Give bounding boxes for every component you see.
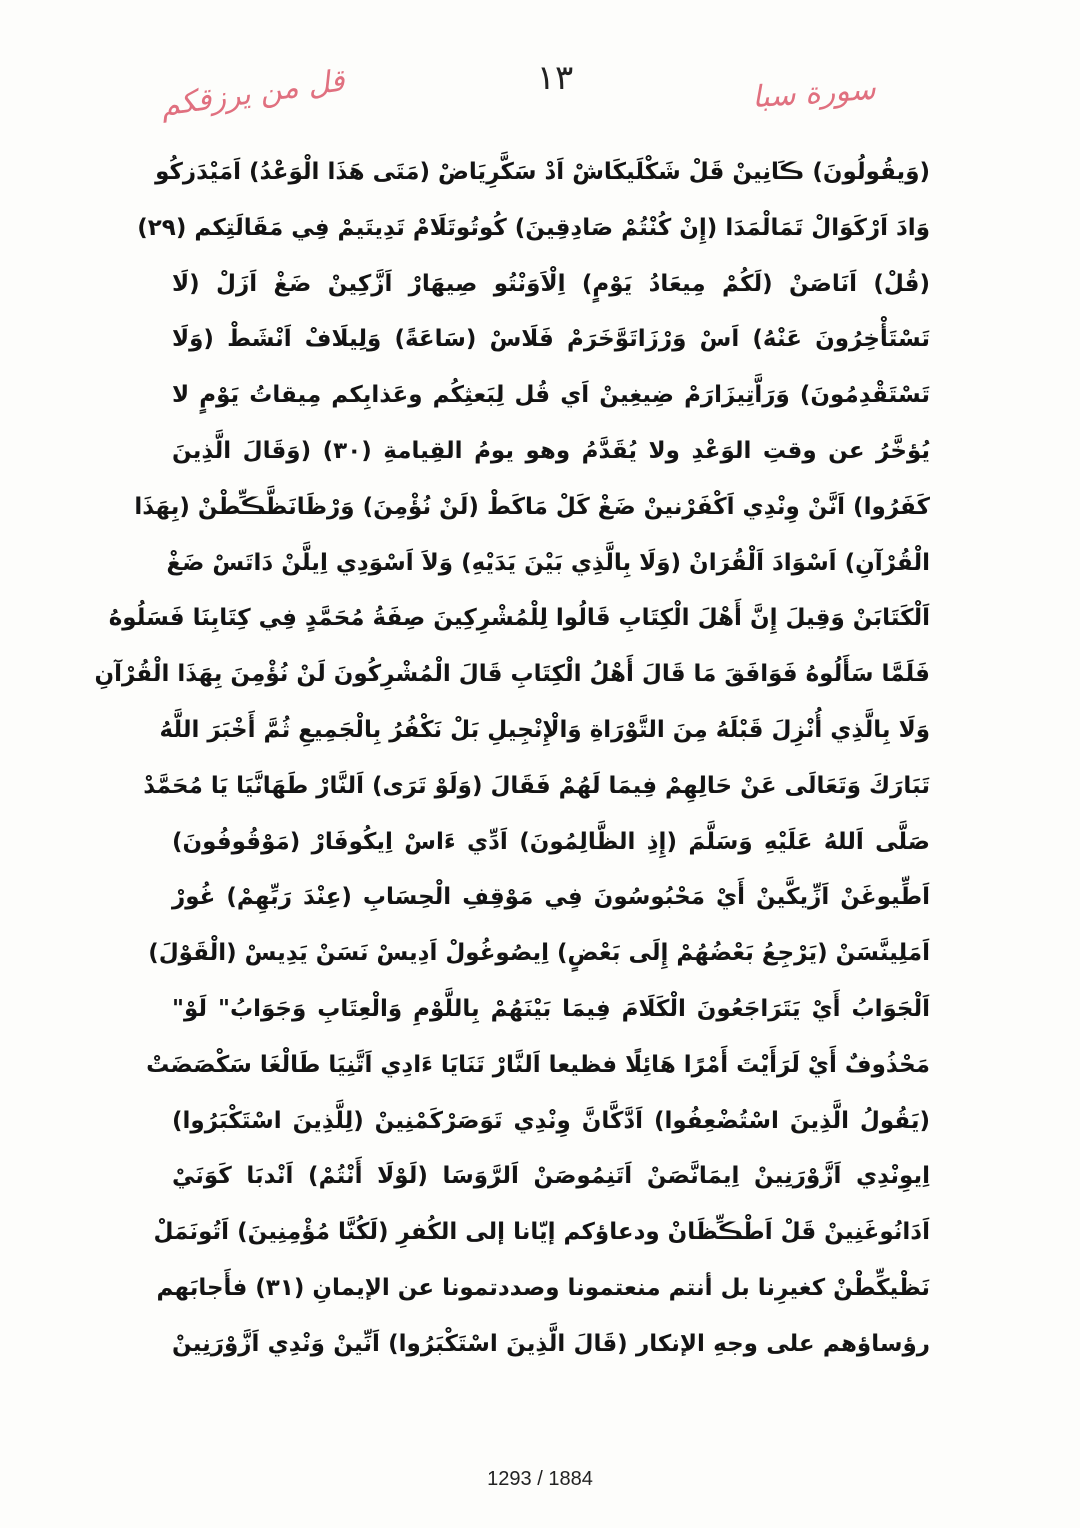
text-line: نَظْيكِّطْنْ كغيرِنا بل أنتم منعتمونا وصددتمونا عن الإيمانِ (٣١) فأَجابَهم bbox=[156, 1274, 930, 1301]
text-line: اَلْجَوَابُ أَيْ يَتَرَاجَعُونَ الْكَلَامَ فِيمَا بَيْنَهُمْ بِاللَّوْمِ وَالْعِتَابِ وَجَوَابُ" لَوْ" bbox=[172, 995, 930, 1022]
text-line: اِيوِنْدِي اَزَّوْرَنِينْ اِيمَانَّصَنْ اَتَنِمُوصَنْ اَلرَّوَسَا (لَوْلَا أَنْتُمْ) اَنْدبَا كَوَنَيْ bbox=[172, 1163, 930, 1190]
text-line: تَبَارَكَ وَتَعَالَى عَنْ حَالِهِمْ فِيمَا لَهُمْ فَقَالَ (وَلَوْ تَرَى) اَلنَّارْ طَهَانَّيَا يَا مُحَمَّدْ bbox=[143, 772, 930, 799]
text-line: (يَقُولُ الَّذِينَ اسْتُضْعِفُوا) اَدَّكَّانَّ وِنْدِي تَوَصَرْكَمْنِينْ (لِلَّذِينَ اسْتَكْبَرُوا) bbox=[172, 1107, 930, 1134]
text-line: تَسْتَقْدِمُونَ) وَرَاَّتِيزَارَمْ ضِيغِينْ اَي قُل لِبَعثِكُم وعَذابِكم مِيقاتُ يَوْمٍ لا bbox=[172, 382, 930, 409]
text-line: تَسْتَأْخِرُونَ عَنْهُ) اَسْ وَرْزَاتَوَّخَرَمْ فَلَاسْ (سَاعَةً) وَلِيلَافْ اَنْشَطْ (وَلَا bbox=[172, 326, 930, 353]
text-line: اَلْكَتَابَنْ وَقِيلَ إِنَّ أَهْلَ الْكِتَابِ قَالُوا لِلْمُشْرِكِينَ صِفَةُ مُحَمَّدٍ فِي كِتَابِنَا فَسَلُوهُ bbox=[108, 605, 930, 632]
text-line: فَلَمَّا سَأَلُوهُ فَوَافَقَ مَا قَالَ أَهْلُ الْكِتَابِ قَالَ الْمُشْرِكُونَ لَنْ نُؤْمِنَ بِهَذَا الْقُرْآنِ bbox=[94, 661, 930, 688]
text-line: مَحْذُوفٌ أَيْ لَرَأَيْتَ أَمْرًا هَائِلًا فظيعا اَلنَّارْ تَنَايَا ءَادِي اَتَّنِيَا طَالْغَا سَكْصَضَتْ bbox=[146, 1051, 930, 1078]
text-line: (وَيقُولُونَ) ڪَانِينْ قَلْ شَكْلَيكَاشْ اَدْ سَكَّرِيَاضْ (مَتَى هَذَا الْوَعْدُ) اَمَيْدَزكُو bbox=[155, 159, 930, 185]
page-header bbox=[0, 48, 1080, 138]
handwritten-note-left: قل من يرزقكم bbox=[158, 63, 347, 124]
text-line: (قُلْ) اَنَاصَنْ (لَكُمْ مِيعَادُ يَوْمٍ) اِلْاَوَنْتُو صِيهَارْ اَزَّكِينْ ضَغْ اَزَلْ (لَا bbox=[172, 270, 930, 297]
text-line: الْقُرْآنِ) اَسْوَادَ اَلْقُرَانْ (وَلَا بِالَّذِي بَيْنَ يَدَيْهِ) وَلاَ اَسْوَدِي اِيلَّنْ دَاتَسْ ضَغْ bbox=[166, 549, 930, 576]
page-counter: 1293 / 1884 bbox=[487, 1468, 593, 1490]
text-line: وَادَ اَرْكَوَالْ تَمَالْمَدَا (إِنْ كُنْتُمْ صَادِقِينَ) كُوتُوتَلَامْ تَدِيتَيمْ فِي مَقَالَتِكم (٢٩) bbox=[137, 214, 930, 241]
text-line: رؤساؤهم على وجهِ الإنكار (قَالَ الَّذِينَ اسْتَكْبَرُوا) اَنِّينْ وَنْدِي اَزَّوْرَنِينْ bbox=[172, 1330, 930, 1357]
text-line: اَمَلِينَّسَنْ (يَرْجِعُ بَعْضُهُمْ إِلَى بَعْضٍ) اِيصُوغُولْ اَدِيسْ نَسَنْ يَدِيسْ (الْقَوْلَ) bbox=[148, 940, 930, 967]
handwritten-note-right: سورة سبا bbox=[750, 71, 877, 116]
text-line: اَطِّيوغَنْ اَزِّيكَّينْ أَيْ مَحْبُوسُونَ فِي مَوْقِفِ الْحِسَابِ (عِنْدَ رَبِّهِمْ) غُورْ bbox=[172, 884, 930, 911]
text-line: يُؤخَّرُ عن وقتِ الوَعْدِ ولا يُقَدَّمُ وهو يومُ القِيامةِ (٣٠) (وَقَالَ الَّذِينَ bbox=[172, 437, 930, 464]
text-line: اَدَانُوغَنِينْ قَلْ اَطْڪِّظَانْ ودعاؤكم إيّانا إلى الكُفرِ (لَكُنَّا مُؤْمِنِينَ) اَتُونَمَلْ bbox=[153, 1219, 930, 1246]
page-number: ١٣ bbox=[536, 58, 574, 98]
text-line: صَلَّى اَللهُ عَلَيْهِ وَسَلَّمَ (إِذِ الظَّالِمُونَ) اَدِّي ءَاسْ اِيكُوفَارْ (مَوْقُوفُونَ) bbox=[172, 828, 930, 855]
text-line: كَفَرُوا) اَنَّنْ وِنْدِي اَكْفَرْنينْ ضَغْ كَلْ مَاكَطْ (لَنْ نُؤْمِنَ) وَرْظَانَظَّڪِّطْنْ (بِهَذَا bbox=[134, 493, 930, 520]
text-line: وَلَا بِالَّذِي أُنْزِلَ قَبْلَهُ مِنَ التَّوْرَاةِ وَالْإِنْجِيلِ بَلْ نَكْفُرُ بِالْجَمِيعِ ثُمَّ أَخْبَرَ اللَّهُ bbox=[159, 716, 930, 743]
body-text bbox=[94, 145, 930, 1375]
